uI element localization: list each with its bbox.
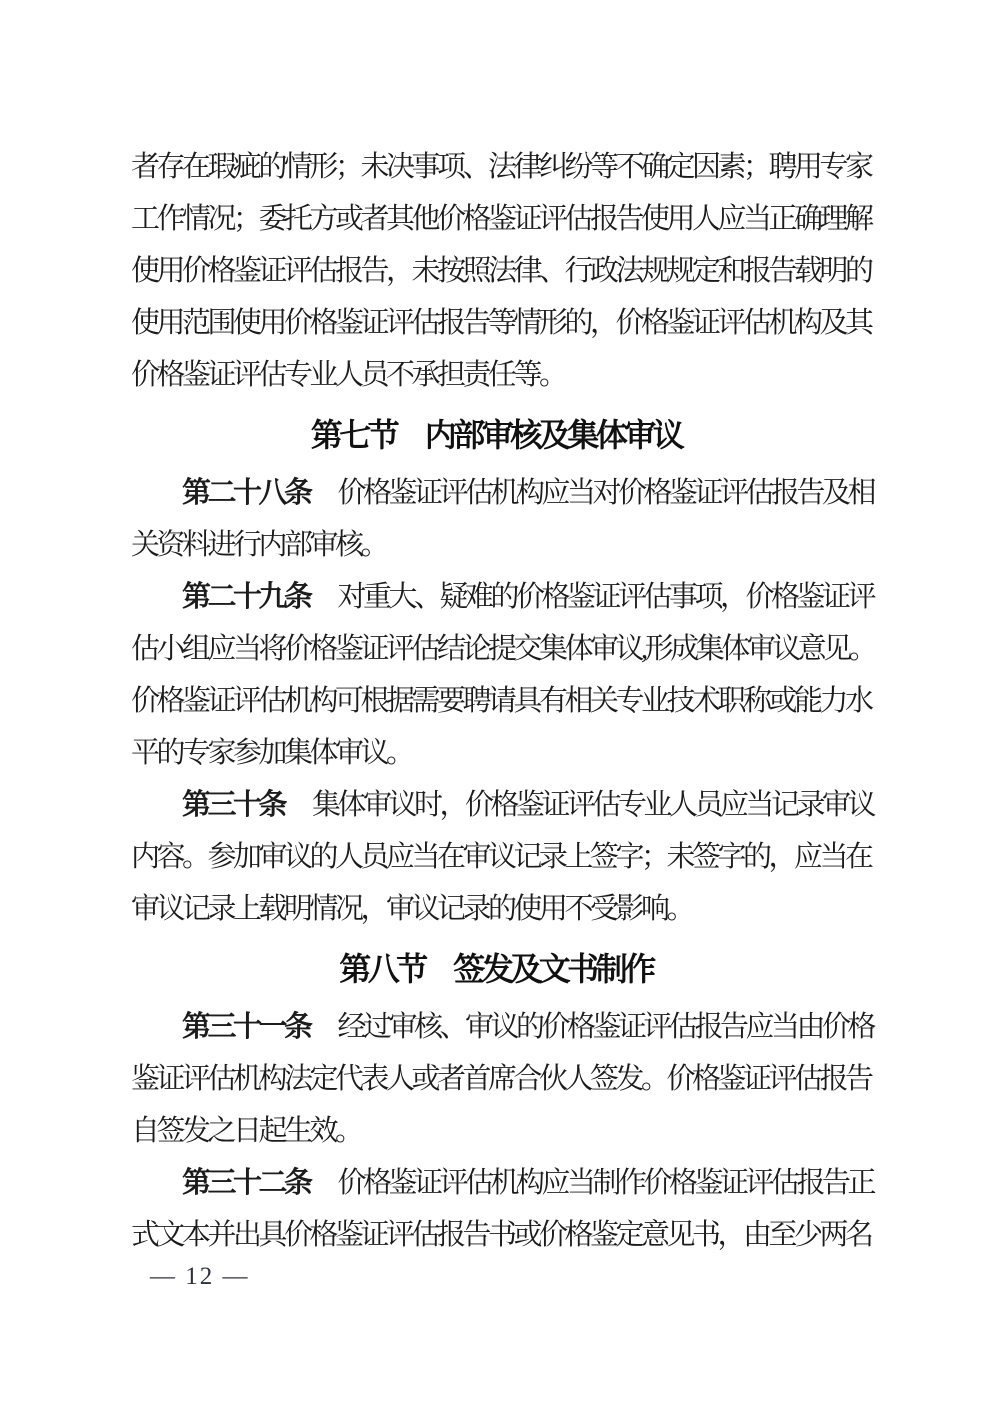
article-29-label: 第二十九条 <box>182 581 310 613</box>
body-line: 价格鉴证评估机构可根据需要聘请具有相关专业技术职称或能力水 <box>131 685 871 717</box>
body-line: 估小组应当将价格鉴证评估结论提交集体审议,形成集体审议意见。 <box>131 633 875 665</box>
body-line: 使用价格鉴证评估报告，未按照法律、行政法规规定和报告载明的 <box>131 255 871 287</box>
article-30-label: 第三十条 <box>182 789 285 821</box>
article-29-paragraph <box>131 571 875 779</box>
body-line: 内容。参加审议的人员应当在审议记录上签字；未签字的，应当在 <box>131 841 871 873</box>
body-line: 使用范围使用价格鉴证评估报告等情形的，价格鉴证评估机构及其 <box>131 307 871 339</box>
section-8-heading: 第八节 签发及文书制作 <box>339 951 653 987</box>
body-line <box>131 571 874 623</box>
article-32-text: 价格鉴证评估机构应当制作价格鉴证评估报告正 <box>337 1167 874 1199</box>
article-31-paragraph <box>131 1001 874 1157</box>
body-line <box>131 467 874 519</box>
page-number: — 12 — <box>150 1263 250 1290</box>
article-28-label: 第二十八条 <box>182 477 310 509</box>
page-footer <box>150 1262 250 1292</box>
body-line: 关资料进行内部审核。 <box>131 529 387 561</box>
article-31-label: 第三十一条 <box>182 1011 310 1043</box>
article-28-text: 价格鉴证评估机构应当对价格鉴证评估报告及相 <box>337 477 874 509</box>
body-line: 价格鉴证评估专业人员不承担责任等。 <box>131 359 565 391</box>
article-32-paragraph <box>131 1157 874 1261</box>
body-line: 工作情况；委托方或者其他价格鉴证评估报告使用人应当正确理解 <box>131 203 871 235</box>
article-32-label: 第三十二条 <box>182 1167 310 1199</box>
section-7-heading: 第七节 内部审核及集体审议 <box>310 417 682 453</box>
article-30-paragraph <box>131 779 874 935</box>
body-line: 审议记录上载明情况，审议记录的使用不受影响。 <box>131 893 693 925</box>
article-29-text: 对重大、疑难的价格鉴证评估事项，价格鉴证评 <box>337 581 874 613</box>
continuation-paragraph <box>131 141 871 401</box>
article-28-paragraph <box>131 467 874 571</box>
body-line: 式文本并出具价格鉴证评估报告书或价格鉴定意见书，由至少两名 <box>131 1219 871 1251</box>
body-line <box>131 1001 874 1053</box>
body-line <box>131 1157 874 1209</box>
body-line <box>131 779 874 831</box>
article-31-text: 经过审核、审议的价格鉴证评估报告应当由价格 <box>337 1011 874 1043</box>
body-line: 平的专家参加集体审议。 <box>131 737 412 769</box>
body-line: 自签发之日起生效。 <box>131 1115 361 1147</box>
article-30-text: 集体审议时，价格鉴证评估专业人员应当记录审议 <box>312 789 874 821</box>
body-line: 鉴证评估机构法定代表人或者首席合伙人签发。价格鉴证评估报告 <box>131 1063 871 1095</box>
body-line: 者存在瑕疵的情形；未决事项、法律纠纷等不确定因素；聘用专家 <box>131 151 871 183</box>
